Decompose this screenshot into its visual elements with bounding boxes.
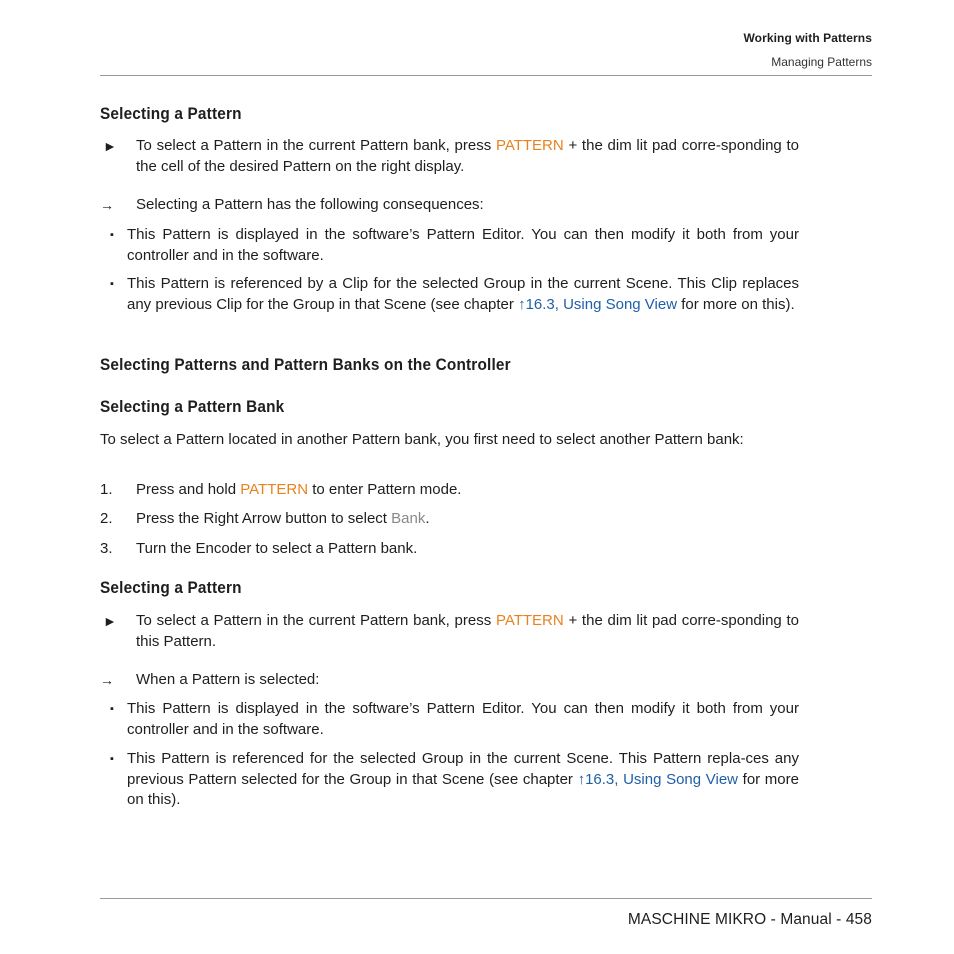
bullet-icon: ▪ <box>110 229 114 241</box>
instruction-step <box>100 611 799 653</box>
list-item <box>100 274 799 337</box>
bullet-text: This Pattern is referenced for the selected Group in the current Scene. This Pattern repla-ces any previous Pattern selected for the Group in that Scene (see chapter ↑16.3, Using Song View for more on this). <box>127 750 799 808</box>
pattern-button-ref: PATTERN <box>495 137 564 154</box>
instruction-arrow-icon: ► <box>103 138 117 154</box>
heading-selecting-pattern-2: Selecting a Pattern <box>100 579 242 597</box>
header-rule <box>100 75 872 76</box>
intro-paragraph: To select a Pattern located in another Pattern bank, you first need to select another Pattern bank: <box>100 431 744 448</box>
instruction-text: To select a Pattern in the current Pattern bank, press PATTERN + the dim lit pad corre-sponding to this Pattern. <box>136 612 800 650</box>
page-footer: MASCHINE MIKRO - Manual - 458 <box>627 911 872 928</box>
bullet-text: This Pattern is referenced by a Clip for the selected Group in the current Scene. This Clip replaces any previous Clip for the Group in that Scene (see chapter ↑16.3, Using Song View for more on this). <box>127 275 799 313</box>
bullet-icon: ▪ <box>110 278 114 290</box>
result-line <box>100 670 799 691</box>
list-item <box>100 480 799 501</box>
heading-pattern-bank: Selecting a Pattern Bank <box>100 398 285 416</box>
bank-display-ref: Bank <box>391 510 426 527</box>
result-arrow-icon: → <box>100 197 114 213</box>
step-text: Press the Right Arrow button to select Bank. <box>136 510 430 527</box>
result-text: When a Pattern is selected: <box>136 671 320 688</box>
step-number: 3. <box>100 540 113 557</box>
footer-rule <box>100 898 872 899</box>
list-item <box>100 539 799 560</box>
bullet-icon: ▪ <box>110 703 114 715</box>
running-header-section: Managing Patterns <box>771 55 872 69</box>
chapter-link[interactable]: ↑16.3, Using Song View <box>518 295 678 313</box>
bullet-text: This Pattern is displayed in the software’s Pattern Editor. You can then modify it both from your controller and in the software. <box>127 700 799 738</box>
instruction-arrow-icon: ► <box>103 613 117 629</box>
step-number: 1. <box>100 481 113 498</box>
result-arrow-icon: → <box>100 672 114 688</box>
step-text: Press and hold PATTERN to enter Pattern mode. <box>136 481 462 498</box>
list-item <box>100 749 799 812</box>
bullet-icon: ▪ <box>110 753 114 765</box>
result-line <box>100 195 799 216</box>
pattern-button-ref: PATTERN <box>240 481 309 498</box>
chapter-link[interactable]: ↑16.3, Using Song View <box>577 770 738 788</box>
instruction-step <box>100 136 799 178</box>
list-item <box>100 509 799 530</box>
step-number: 2. <box>100 510 113 527</box>
running-header-chapter: Working with Patterns <box>743 31 872 45</box>
bullet-text: This Pattern is displayed in the software’s Pattern Editor. You can then modify it both from your controller and in the software. <box>127 226 799 264</box>
heading-controller: Selecting Patterns and Pattern Banks on the Controller <box>100 356 511 374</box>
instruction-text: To select a Pattern in the current Pattern bank, press PATTERN + the dim lit pad corre-sponding to the cell of the desired Pattern on the right display. <box>136 137 800 175</box>
heading-selecting-pattern: Selecting a Pattern <box>100 105 242 123</box>
list-item <box>100 699 799 741</box>
step-text: Turn the Encoder to select a Pattern bank. <box>136 540 418 557</box>
pattern-button-ref: PATTERN <box>495 612 564 629</box>
list-item <box>100 225 799 267</box>
result-text: Selecting a Pattern has the following consequences: <box>136 196 484 213</box>
